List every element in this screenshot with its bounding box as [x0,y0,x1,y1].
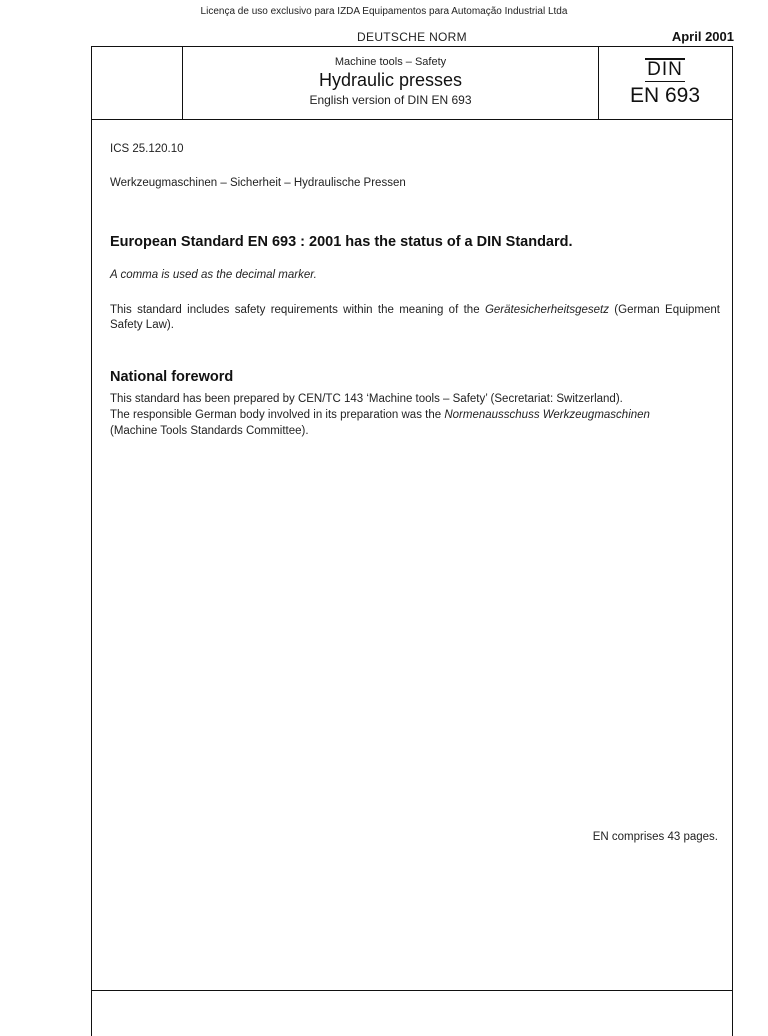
page-frame [91,46,733,1036]
foreword-line-3: (Machine Tools Standards Committee). [110,425,309,437]
header-number-cell [599,46,731,119]
foreword-heading: National foreword [110,369,234,385]
ics-code: ICS 25.120.10 [110,143,184,155]
license-notice: Licença de uso exclusivo para IZDA Equipamentos para Automação Industrial Ltda [200,6,568,17]
document-title: Hydraulic presses [318,70,463,90]
decimal-note: A comma is used as the decimal marker. [110,269,317,281]
page-count-note: EN comprises 43 pages. [592,831,718,843]
header-title-cell [183,46,599,119]
header-box [91,46,733,120]
safety-paragraph [110,303,720,333]
foreword-line-2-text: The responsible German body involved in its preparation was the [110,409,445,421]
series-title: Machine tools – Safety [334,56,447,68]
foreword-line-2 [110,407,720,423]
header-left-cell [91,46,183,119]
committee-name: Normenausschuss Werkzeugmaschinen [444,409,650,421]
footer-divider [91,990,733,991]
din-logo-icon: DIN [647,59,683,80]
foreword-paragraph [110,391,720,439]
safety-text-part1: This standard includes safety requirements within the meaning of the [110,304,485,316]
version-note: English version of DIN EN 693 [309,93,472,107]
standard-number: EN 693 [629,84,701,107]
foreword-line-1: This standard has been prepared by CEN/TC 143 ‘Machine tools – Safety’ (Secretariat: Switzerland). [110,393,623,405]
safety-text-part2: (German Equipment Safety Law). [110,304,720,331]
publication-date: April 2001 [671,29,734,44]
norm-label: DEUTSCHE NORM [357,30,467,44]
safety-law-name: Gerätesicherheitsgesetz [484,304,609,316]
status-heading: European Standard EN 693 : 2001 has the status of a DIN Standard. [110,234,573,250]
german-title: Werkzeugmaschinen – Sicherheit – Hydraulische Pressen [110,177,406,189]
